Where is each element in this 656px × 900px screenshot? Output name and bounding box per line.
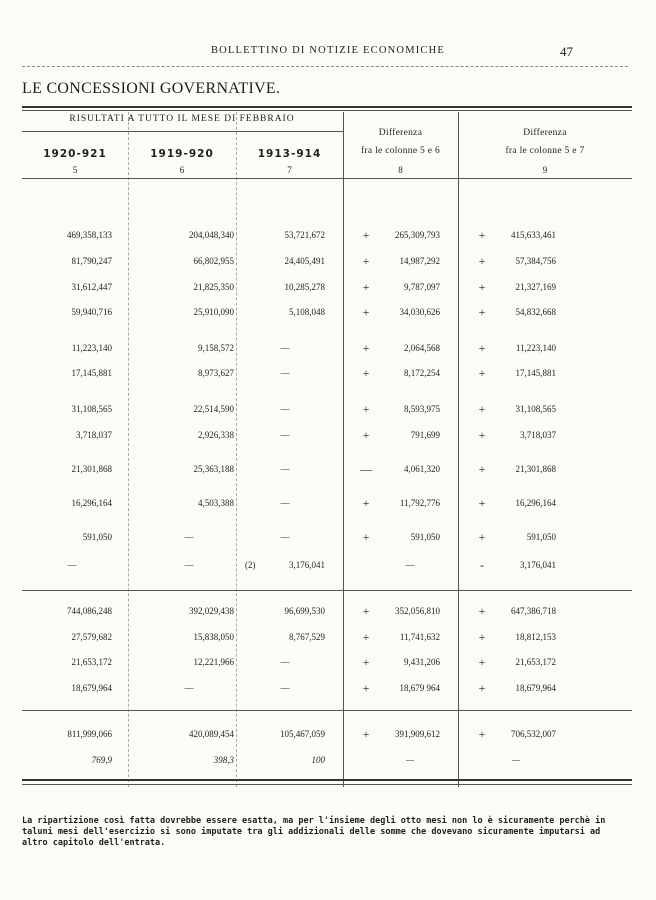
column-divider [128,112,129,787]
sign-col-9: + [478,428,486,442]
sign-col-8: + [362,402,370,416]
cell-col-9: 57,384,756 [515,256,556,266]
cell-col-6: 25,910,090 [193,307,234,317]
cell-col-8: 11,792,776 [399,498,440,508]
sign-col-8: + [362,496,370,510]
cell-col-5: 27,579,682 [71,632,112,642]
column-header-7: 1913-914 [257,148,322,160]
column-number-9: 9 [542,165,548,175]
column-divider [343,112,344,787]
cell-col-5: 59,940,716 [71,307,112,317]
cell-col-9: 3,718,037 [520,430,556,440]
cell-col-5: 17,145,881 [71,368,112,378]
cell-col-9: 3,176,041 [520,560,556,570]
sign-col-9: + [478,280,486,294]
cell-col-8: 4,061,320 [404,464,440,474]
cell-col-8: 591,050 [410,532,440,542]
cell-col-7: 24,405,491 [284,256,325,266]
cell-col-5: 31,108,565 [71,404,112,414]
cell-col-6: 22,514,590 [193,404,234,414]
sign-col-9: + [478,305,486,319]
sign-col-9: - [480,558,484,572]
cell-col-9: 11,223,140 [515,343,556,353]
cell-col-6: 4,503,388 [198,498,234,508]
cell-col-7: — [280,657,290,667]
cell-col-7: 105,467,059 [280,729,325,739]
cell-col-8: 8,593,975 [404,404,440,414]
sign-col-8: + [362,604,370,618]
cell-col-8: — [405,755,414,765]
cell-col-7: 10,285,278 [284,282,325,292]
cell-col-7: — [280,464,290,474]
cell-col-8: 8,172,254 [404,368,440,378]
cell-col-7: — [280,430,290,440]
page-number: 47 [560,44,573,59]
cell-col-5: 16,296,164 [71,498,112,508]
column-divider [236,112,237,787]
cell-col-9: 706,532,007 [511,729,556,739]
cell-col-9: 415,633,461 [511,230,556,240]
sign-col-9: + [478,341,486,355]
cell-col-7: — [280,683,290,693]
column-number-5: 5 [72,165,78,175]
cell-col-5: — [67,560,77,570]
cell-col-6: 204,048,340 [189,230,234,240]
cell-col-8: 34,030,626 [399,307,440,317]
sign-col-9: + [478,530,486,544]
cell-col-7: 96,699,530 [284,606,325,616]
cell-col-9: 18,812,153 [515,632,556,642]
cell-col-9: 21,301,868 [515,464,556,474]
cell-col-8: 2,064,568 [404,343,440,353]
cell-col-6: 420,089,454 [189,729,234,739]
cell-col-5: 469,358,133 [67,230,112,240]
column-header-8-subtitle: fra le colonne 5 e 6 [360,146,441,156]
column-divider [458,112,459,787]
header-bottom-rule [22,178,632,179]
cell-col-8: 391,909,612 [395,729,440,739]
cell-col-8: 352,056,810 [395,606,440,616]
cell-col-5: 811,999,066 [67,729,112,739]
table-bottom-rule-inner [22,784,632,785]
sign-col-8: + [362,280,370,294]
cell-col-5: 21,653,172 [71,657,112,667]
cell-col-6: 15,838,050 [193,632,234,642]
cell-col-5: 21,301,868 [71,464,112,474]
cell-col-9: 31,108,565 [515,404,556,414]
sign-col-8: + [362,228,370,242]
cell-col-5: 18,679,964 [71,683,112,693]
sign-col-8: + [362,366,370,380]
sign-col-9: + [478,604,486,618]
cell-col-7: — [280,343,290,353]
cell-col-9: — [511,755,520,765]
column-header-8-title: Differenza [378,128,423,138]
cell-col-7: 53,721,672 [284,230,325,240]
cell-col-5: 3,718,037 [76,430,112,440]
cell-col-9: 21,653,172 [515,657,556,667]
cell-col-8: 791,699 [410,430,440,440]
cell-col-5: 769,9 [91,755,112,765]
cell-col-6: 25,363,188 [193,464,234,474]
cell-col-5: 81,790,247 [71,256,112,266]
section-title: LE CONCESSIONI GOVERNATIVE. [22,80,281,97]
cell-col-8: 11,741,632 [399,632,440,642]
sign-col-9: + [478,630,486,644]
cell-col-9: 647,386,718 [511,606,556,616]
cell-col-6: 21,825,350 [193,282,234,292]
cell-col-8: 9,787,097 [404,282,440,292]
sign-col-9: + [478,366,486,380]
column-header-9-title: Differenza [523,128,567,138]
cell-col-8: 9,431,206 [404,657,440,667]
sign-col-9: + [478,655,486,669]
cell-col-6: 8,973,627 [198,368,234,378]
cell-col-8: — [405,560,415,570]
cell-col-9: 17,145,881 [515,368,556,378]
sign-col-9: + [478,496,486,510]
cell-col-8: 265,309,793 [395,230,440,240]
cell-col-6: 398,3 [213,755,234,765]
sign-col-8: + [362,428,370,442]
column-number-8: 8 [398,165,403,175]
sign-col-8: + [362,727,370,741]
sign-col-8: + [362,655,370,669]
cell-col-8: 14,987,292 [399,256,440,266]
column-header-9-subtitle: fra le colonne 5 e 7 [505,146,585,156]
footnote-marker: (2) [245,560,256,570]
cell-col-5: 591,050 [82,532,112,542]
cell-col-9: 16,296,164 [515,498,556,508]
sign-col-9: + [478,254,486,268]
cell-col-7: 100 [311,755,325,765]
table-bottom-rule [22,779,632,781]
cell-col-7: 8,767,529 [289,632,325,642]
footnote: La ripartizione così fatta dovrebbe essere esatta, ma per l'insieme degli otto mesi non lo è sicuramente perchè in taluni mesi dell'esercizio si sono imputate tra gli addizionali delle somme che dovevano sicuramente imputarsi ad altro capitolo dell'entrata. [22,816,606,848]
cell-col-6: 2,926,338 [198,430,234,440]
cell-col-6: 66,802,955 [193,256,234,266]
sign-col-8: + [362,530,370,544]
cell-col-6: 12,221,966 [193,657,234,667]
table-top-rule [22,106,632,108]
cell-col-7: — [280,404,290,414]
cell-col-5: 744,086,248 [67,606,112,616]
cell-col-7: — [280,532,290,542]
cell-col-9: 18,679,964 [515,683,556,693]
sign-col-9: + [478,727,486,741]
cell-col-6: — [184,683,194,693]
cell-col-5: 11,223,140 [71,343,112,353]
cell-col-7: 5,108,048 [289,307,325,317]
cell-col-7: 3,176,041 [289,560,325,570]
running-head: BOLLETTINO DI NOTIZIE ECONOMICHE [210,45,446,56]
cell-col-9: 591,050 [526,532,556,542]
sign-col-9: + [478,462,486,476]
cell-col-5: 31,612,447 [71,282,112,292]
sign-col-8: + [362,681,370,695]
group-heading: RISULTATI A TUTTO IL MESE DI FEBBRAIO [69,114,295,124]
cell-col-6: 392,029,438 [189,606,234,616]
sign-col-9: + [478,681,486,695]
sign-col-8: + [362,341,370,355]
group-heading-rule [22,131,343,132]
column-number-6: 6 [179,165,185,175]
cell-col-6: — [184,532,194,542]
cell-col-9: 54,832,668 [515,307,556,317]
sign-col-8: + [362,254,370,268]
cell-col-9: 21,327,169 [515,282,556,292]
cell-col-7: — [280,498,290,508]
table-top-rule-inner [22,110,632,111]
header-rule [22,66,628,67]
cell-col-7: — [280,368,290,378]
sign-col-8: + [362,305,370,319]
column-header-5: 1920-921 [43,148,107,160]
total-top-rule [22,710,632,711]
cell-col-8: 18,679 964 [399,683,440,693]
sign-col-8: + [362,630,370,644]
sign-col-9: + [478,228,486,242]
column-header-6: 1919-920 [150,148,214,160]
sign-col-8: — [360,462,372,476]
cell-col-6: 9,158,572 [198,343,234,353]
column-number-7: 7 [287,165,292,175]
sign-col-9: + [478,402,486,416]
cell-col-6: — [184,560,194,570]
subtotal-top-rule [22,590,632,591]
